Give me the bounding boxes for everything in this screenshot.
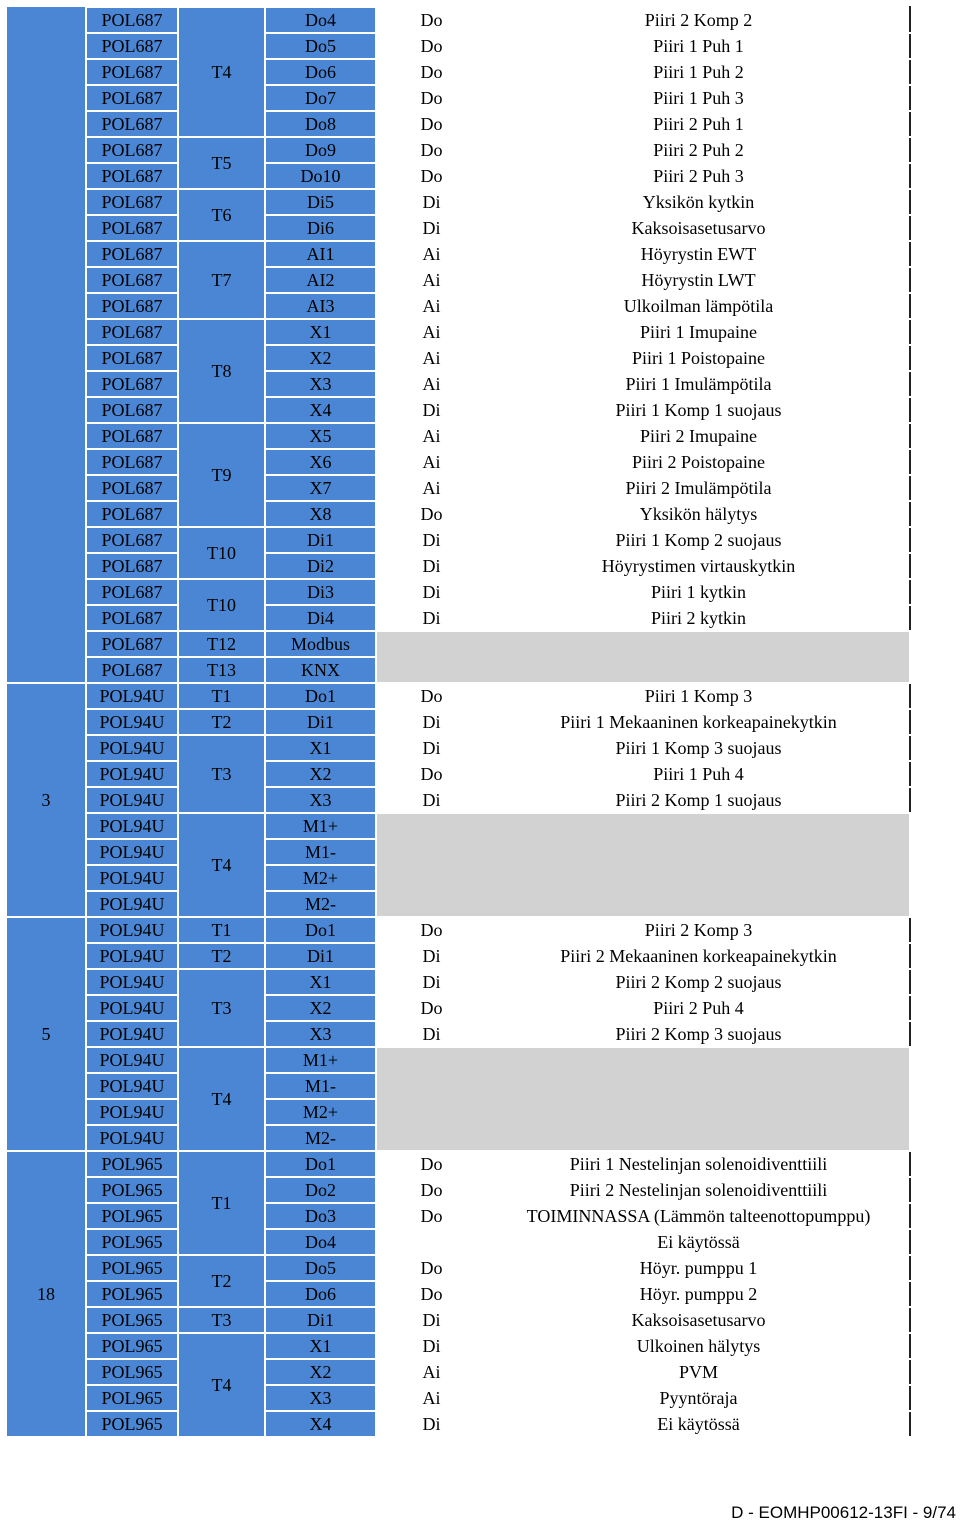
table-row: [6, 995, 910, 1021]
description-cell: Ulkoinen hälytys: [487, 1333, 910, 1359]
description-cell: Ei käytössä: [487, 1229, 910, 1255]
device-cell: POL687: [86, 475, 178, 501]
device-cell: POL94U: [86, 787, 178, 813]
device-cell: POL94U: [86, 917, 178, 943]
signal-type-cell: Do: [376, 85, 487, 111]
point-cell: M1+: [265, 1047, 376, 1073]
terminal-cell: T5: [178, 137, 265, 189]
table-row: [6, 163, 910, 189]
point-cell: Do10: [265, 163, 376, 189]
point-cell: Do1: [265, 683, 376, 709]
point-cell: X6: [265, 449, 376, 475]
terminal-cell: T3: [178, 969, 265, 1047]
io-table: [5, 6, 911, 1438]
point-cell: KNX: [265, 657, 376, 683]
signal-type-cell: Do: [376, 163, 487, 189]
device-cell: POL94U: [86, 969, 178, 995]
signal-type-cell: Ai: [376, 345, 487, 371]
device-cell: POL94U: [86, 1125, 178, 1151]
point-cell: Di3: [265, 579, 376, 605]
point-cell: X4: [265, 397, 376, 423]
device-cell: POL687: [86, 631, 178, 657]
table-row: [6, 969, 910, 995]
description-cell: Ulkoilman lämpötila: [487, 293, 910, 319]
point-cell: Modbus: [265, 631, 376, 657]
table-row: [6, 1255, 910, 1281]
signal-type-cell: Ai: [376, 241, 487, 267]
device-cell: POL687: [86, 85, 178, 111]
table-row: [6, 943, 910, 969]
description-cell: Piiri 1 Imupaine: [487, 319, 910, 345]
table-row: [6, 319, 910, 345]
description-cell: PVM: [487, 1359, 910, 1385]
signal-type-cell: Di: [376, 709, 487, 735]
point-cell: M1-: [265, 1073, 376, 1099]
device-cell: POL687: [86, 657, 178, 683]
signal-type-cell: Ai: [376, 475, 487, 501]
device-cell: POL687: [86, 293, 178, 319]
table-row: [6, 683, 910, 709]
group-number-cell: 3: [6, 683, 86, 917]
terminal-cell: T4: [178, 1047, 265, 1151]
point-cell: X8: [265, 501, 376, 527]
point-cell: Do5: [265, 1255, 376, 1281]
point-cell: Do9: [265, 137, 376, 163]
device-cell: POL94U: [86, 1099, 178, 1125]
table-row: [6, 1203, 910, 1229]
signal-type-cell: Ai: [376, 267, 487, 293]
point-cell: Do4: [265, 7, 376, 33]
description-cell: Piiri 1 Komp 2 suojaus: [487, 527, 910, 553]
signal-type-cell: Do: [376, 683, 487, 709]
signal-type-cell: Do: [376, 111, 487, 137]
table-row: [6, 137, 910, 163]
signal-type-cell: Do: [376, 761, 487, 787]
description-cell: Piiri 1 Komp 1 suojaus: [487, 397, 910, 423]
description-cell: Piiri 2 Komp 1 suojaus: [487, 787, 910, 813]
terminal-cell: T12: [178, 631, 265, 657]
device-cell: POL94U: [86, 865, 178, 891]
description-cell: Piiri 2 Puh 4: [487, 995, 910, 1021]
terminal-cell: T10: [178, 579, 265, 631]
point-cell: X4: [265, 1411, 376, 1437]
terminal-cell: T3: [178, 1307, 265, 1333]
table-row: [6, 1151, 910, 1177]
signal-type-cell: Ai: [376, 449, 487, 475]
description-cell: Piiri 2 Nestelinjan solenoidiventtiili: [487, 1177, 910, 1203]
description-cell: Höyrystin EWT: [487, 241, 910, 267]
description-cell: Höyr. pumppu 1: [487, 1255, 910, 1281]
table-row: [6, 215, 910, 241]
description-cell: Piiri 2 kytkin: [487, 605, 910, 631]
table-row: [6, 85, 910, 111]
point-cell: Do8: [265, 111, 376, 137]
device-cell: POL687: [86, 7, 178, 33]
terminal-cell: T9: [178, 423, 265, 527]
signal-type-cell: Di: [376, 553, 487, 579]
description-cell: Kaksoisasetusarvo: [487, 1307, 910, 1333]
table-row: [6, 33, 910, 59]
point-cell: AI1: [265, 241, 376, 267]
description-cell: Piiri 1 Puh 2: [487, 59, 910, 85]
description-cell: TOIMINNASSA (Lämmön talteenottopumppu): [487, 1203, 910, 1229]
device-cell: POL687: [86, 397, 178, 423]
device-cell: POL94U: [86, 1047, 178, 1073]
table-row: [6, 579, 910, 605]
device-cell: POL94U: [86, 735, 178, 761]
point-cell: Do1: [265, 1151, 376, 1177]
table-row: [6, 787, 910, 813]
point-cell: Do6: [265, 59, 376, 85]
point-cell: Di4: [265, 605, 376, 631]
signal-type-cell: Di: [376, 527, 487, 553]
device-cell: POL94U: [86, 1021, 178, 1047]
table-row: [6, 59, 910, 85]
signal-type-cell: Ai: [376, 319, 487, 345]
table-row: [6, 293, 910, 319]
table-row: [6, 1411, 910, 1437]
signal-type-cell: Do: [376, 1255, 487, 1281]
description-cell: Höyrystin LWT: [487, 267, 910, 293]
table-row: [6, 917, 910, 943]
description-cell: Höyrystimen virtauskytkin: [487, 553, 910, 579]
table-row: [6, 371, 910, 397]
device-cell: POL687: [86, 527, 178, 553]
table-row: [6, 1177, 910, 1203]
signal-type-cell: Do: [376, 1203, 487, 1229]
table-row: [6, 761, 910, 787]
device-cell: POL687: [86, 215, 178, 241]
point-cell: Di1: [265, 943, 376, 969]
description-cell: Piiri 2 Puh 1: [487, 111, 910, 137]
device-cell: POL94U: [86, 709, 178, 735]
table-row: [6, 111, 910, 137]
description-cell: Piiri 2 Puh 2: [487, 137, 910, 163]
point-cell: X5: [265, 423, 376, 449]
description-cell: Piiri 2 Poistopaine: [487, 449, 910, 475]
table-row: [6, 501, 910, 527]
device-cell: POL687: [86, 423, 178, 449]
table-row: [6, 423, 910, 449]
description-cell: Piiri 1 Puh 1: [487, 33, 910, 59]
description-cell: Yksikön hälytys: [487, 501, 910, 527]
table-row: [6, 1021, 910, 1047]
device-cell: POL687: [86, 59, 178, 85]
device-cell: POL687: [86, 553, 178, 579]
device-cell: POL94U: [86, 1073, 178, 1099]
table-row: [6, 1333, 910, 1359]
point-cell: Do7: [265, 85, 376, 111]
point-cell: M1-: [265, 839, 376, 865]
device-cell: POL687: [86, 241, 178, 267]
table-row: [6, 7, 910, 33]
description-cell: Piiri 2 Puh 3: [487, 163, 910, 189]
signal-type-cell: Di: [376, 1411, 487, 1437]
signal-type-cell: Ai: [376, 1385, 487, 1411]
description-cell: Piiri 1 Poistopaine: [487, 345, 910, 371]
terminal-cell: T1: [178, 1151, 265, 1255]
device-cell: POL687: [86, 137, 178, 163]
signal-type-cell: Di: [376, 1021, 487, 1047]
group-number-cell: 18: [6, 1151, 86, 1437]
signal-type-cell: Di: [376, 943, 487, 969]
signal-type-cell: Do: [376, 1177, 487, 1203]
table-row: [6, 475, 910, 501]
description-cell: Piiri 2 Imupaine: [487, 423, 910, 449]
signal-type-cell: Ai: [376, 371, 487, 397]
device-cell: POL965: [86, 1281, 178, 1307]
signal-type-cell: Ai: [376, 423, 487, 449]
device-cell: POL687: [86, 449, 178, 475]
point-cell: Do2: [265, 1177, 376, 1203]
description-cell: Kaksoisasetusarvo: [487, 215, 910, 241]
device-cell: POL687: [86, 319, 178, 345]
description-cell: Piiri 1 Nestelinjan solenoidiventtiili: [487, 1151, 910, 1177]
point-cell: X1: [265, 319, 376, 345]
description-cell: Pyyntöraja: [487, 1385, 910, 1411]
device-cell: POL687: [86, 267, 178, 293]
signal-type-cell: Do: [376, 501, 487, 527]
device-cell: POL965: [86, 1385, 178, 1411]
table-row: [6, 1047, 910, 1073]
terminal-cell: T2: [178, 1255, 265, 1307]
table-row: [6, 1359, 910, 1385]
description-cell: Piiri 1 Puh 3: [487, 85, 910, 111]
signal-type-cell: Do: [376, 995, 487, 1021]
signal-type-cell: Di: [376, 189, 487, 215]
description-cell: Piiri 1 Mekaaninen korkeapainekytkin: [487, 709, 910, 735]
terminal-cell: T2: [178, 709, 265, 735]
signal-type-cell: Di: [376, 215, 487, 241]
point-cell: X2: [265, 995, 376, 1021]
table-row: [6, 605, 910, 631]
table-row: [6, 189, 910, 215]
point-cell: X2: [265, 1359, 376, 1385]
table-row: [6, 449, 910, 475]
signal-type-cell: Do: [376, 33, 487, 59]
device-cell: POL965: [86, 1229, 178, 1255]
device-cell: POL687: [86, 163, 178, 189]
description-cell: Piiri 2 Komp 3 suojaus: [487, 1021, 910, 1047]
device-cell: POL965: [86, 1359, 178, 1385]
terminal-cell: T10: [178, 527, 265, 579]
terminal-cell: T1: [178, 917, 265, 943]
point-cell: M2-: [265, 891, 376, 917]
point-cell: Di1: [265, 1307, 376, 1333]
point-cell: Do6: [265, 1281, 376, 1307]
device-cell: POL94U: [86, 943, 178, 969]
description-cell: Ei käytössä: [487, 1411, 910, 1437]
device-cell: POL965: [86, 1177, 178, 1203]
point-cell: X2: [265, 761, 376, 787]
description-cell: Piiri 1 Komp 3: [487, 683, 910, 709]
signal-type-cell: Ai: [376, 1359, 487, 1385]
table-row: [6, 631, 910, 657]
table-row: [6, 553, 910, 579]
device-cell: POL687: [86, 189, 178, 215]
point-cell: Do5: [265, 33, 376, 59]
device-cell: POL687: [86, 33, 178, 59]
description-cell: Piiri 1 kytkin: [487, 579, 910, 605]
unused-cell: [376, 631, 910, 683]
description-cell: Piiri 1 Puh 4: [487, 761, 910, 787]
point-cell: Di1: [265, 527, 376, 553]
unused-cell: [376, 1047, 910, 1151]
terminal-cell: T3: [178, 735, 265, 813]
terminal-cell: T2: [178, 943, 265, 969]
description-cell: Piiri 2 Imulämpötila: [487, 475, 910, 501]
device-cell: POL94U: [86, 839, 178, 865]
table-row: [6, 397, 910, 423]
description-cell: Piiri 1 Komp 3 suojaus: [487, 735, 910, 761]
point-cell: X3: [265, 787, 376, 813]
io-table-body: [6, 7, 910, 1437]
signal-type-cell: Di: [376, 605, 487, 631]
device-cell: POL94U: [86, 891, 178, 917]
point-cell: M2-: [265, 1125, 376, 1151]
point-cell: X3: [265, 1021, 376, 1047]
device-cell: POL687: [86, 371, 178, 397]
description-cell: Piiri 2 Komp 2: [487, 7, 910, 33]
point-cell: Di2: [265, 553, 376, 579]
point-cell: AI2: [265, 267, 376, 293]
device-cell: POL965: [86, 1151, 178, 1177]
device-cell: POL687: [86, 579, 178, 605]
signal-type-cell: Di: [376, 1333, 487, 1359]
group-number-cell: 5: [6, 917, 86, 1151]
device-cell: POL687: [86, 111, 178, 137]
point-cell: Di5: [265, 189, 376, 215]
point-cell: Do3: [265, 1203, 376, 1229]
device-cell: POL965: [86, 1307, 178, 1333]
signal-type-cell: Do: [376, 1151, 487, 1177]
group-number-cell: [6, 7, 86, 683]
point-cell: Do4: [265, 1229, 376, 1255]
device-cell: POL965: [86, 1411, 178, 1437]
description-cell: Höyr. pumppu 2: [487, 1281, 910, 1307]
point-cell: Di6: [265, 215, 376, 241]
table-row: [6, 241, 910, 267]
table-row: [6, 267, 910, 293]
description-cell: Piiri 2 Komp 3: [487, 917, 910, 943]
signal-type-cell: Do: [376, 59, 487, 85]
terminal-cell: T7: [178, 241, 265, 319]
point-cell: M2+: [265, 865, 376, 891]
signal-type-cell: Di: [376, 787, 487, 813]
signal-type-cell: Di: [376, 969, 487, 995]
device-cell: POL94U: [86, 683, 178, 709]
table-row: [6, 709, 910, 735]
description-cell: Piiri 2 Komp 2 suojaus: [487, 969, 910, 995]
signal-type-cell: Di: [376, 397, 487, 423]
description-cell: Yksikön kytkin: [487, 189, 910, 215]
unused-cell: [376, 813, 910, 917]
point-cell: X2: [265, 345, 376, 371]
page-footer: D - EOMHP00612-13FI - 9/74: [731, 1503, 956, 1522]
device-cell: POL965: [86, 1203, 178, 1229]
signal-type-cell: Do: [376, 137, 487, 163]
terminal-cell: T4: [178, 1333, 265, 1437]
signal-type-cell: Di: [376, 1307, 487, 1333]
terminal-cell: T13: [178, 657, 265, 683]
device-cell: POL687: [86, 605, 178, 631]
terminal-cell: T4: [178, 7, 265, 137]
terminal-cell: T4: [178, 813, 265, 917]
point-cell: X1: [265, 1333, 376, 1359]
table-row: [6, 1281, 910, 1307]
point-cell: Di1: [265, 709, 376, 735]
table-row: [6, 1307, 910, 1333]
table-row: [6, 527, 910, 553]
table-row: [6, 1229, 910, 1255]
device-cell: POL94U: [86, 813, 178, 839]
signal-type-cell: Ai: [376, 293, 487, 319]
device-cell: POL965: [86, 1333, 178, 1359]
point-cell: AI3: [265, 293, 376, 319]
point-cell: X3: [265, 371, 376, 397]
signal-type-cell: Do: [376, 7, 487, 33]
signal-type-cell: Do: [376, 917, 487, 943]
terminal-cell: T8: [178, 319, 265, 423]
description-cell: Piiri 1 Imulämpötila: [487, 371, 910, 397]
device-cell: POL94U: [86, 995, 178, 1021]
point-cell: X7: [265, 475, 376, 501]
device-cell: POL687: [86, 345, 178, 371]
description-cell: Piiri 2 Mekaaninen korkeapainekytkin: [487, 943, 910, 969]
point-cell: X1: [265, 969, 376, 995]
terminal-cell: T6: [178, 189, 265, 241]
table-row: [6, 813, 910, 839]
device-cell: POL687: [86, 501, 178, 527]
point-cell: X1: [265, 735, 376, 761]
signal-type-cell: Di: [376, 735, 487, 761]
point-cell: X3: [265, 1385, 376, 1411]
signal-type-cell: Di: [376, 579, 487, 605]
point-cell: M2+: [265, 1099, 376, 1125]
device-cell: POL965: [86, 1255, 178, 1281]
point-cell: M1+: [265, 813, 376, 839]
signal-type-cell: Do: [376, 1281, 487, 1307]
table-row: [6, 1385, 910, 1411]
terminal-cell: T1: [178, 683, 265, 709]
table-row: [6, 735, 910, 761]
signal-type-cell: [376, 1229, 487, 1255]
table-row: [6, 345, 910, 371]
point-cell: Do1: [265, 917, 376, 943]
device-cell: POL94U: [86, 761, 178, 787]
